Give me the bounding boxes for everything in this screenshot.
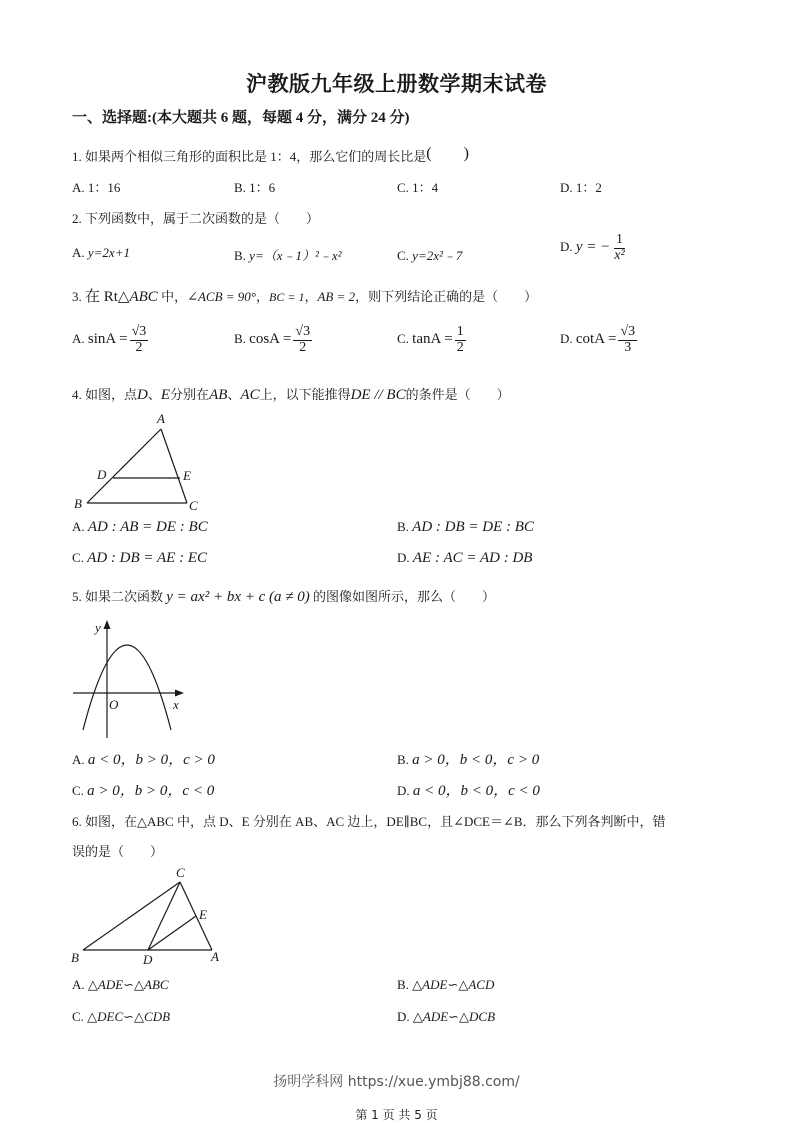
- q2-option-c: C. y=2x²﹣7: [397, 248, 463, 263]
- q1-option-b: B. 1：6: [234, 180, 276, 195]
- q1-option-c: C. 1：4: [397, 180, 439, 195]
- svg-text:B: B: [74, 496, 82, 511]
- q4-option-c: C. AD : DB = AE : EC: [72, 550, 207, 566]
- q3-option-a: A. sinA = $\frac{√3}{2}$: [72, 324, 147, 355]
- svg-text:x: x: [173, 697, 179, 712]
- svg-text:O: O: [109, 697, 119, 712]
- q3-option-c: C. tanA = $\frac{1}{2}$: [397, 324, 464, 355]
- q6-option-a: A. △ADE∽△ABC: [72, 977, 169, 992]
- q2-option-b: B. y=（x﹣1）²﹣x²: [234, 248, 342, 263]
- svg-text:E: E: [183, 468, 191, 483]
- q3-option-b: B. cosA = $\frac{√3}{2}$: [234, 324, 311, 355]
- question-2: [72, 208, 319, 227]
- fraction: $\frac{1}{\text{x²}}$: [614, 232, 625, 263]
- parabola-graph-q5: [65, 612, 195, 742]
- question-number: 1.: [72, 149, 82, 164]
- section-heading: 一、选择题:(本大题共 6 题，每题 4 分，满分 24 分): [72, 110, 410, 126]
- q4-option-a: A. AD : AB = DE : BC: [72, 519, 208, 535]
- page-number: 第 1 页 共 5 页: [355, 1108, 438, 1122]
- question-number: 2.: [72, 211, 82, 226]
- question-stem: 下列函数中，属于二次函数的是（ ）: [85, 211, 320, 226]
- question-number: 6.: [72, 814, 82, 829]
- q1-option-a: A. 1：16: [72, 180, 121, 195]
- q5-option-c: C. a > 0，b > 0，c < 0: [72, 783, 215, 799]
- question-number: 3.: [72, 289, 82, 304]
- q6-option-d: D. △ADE∽△DCB: [397, 1009, 496, 1024]
- q2-option-d: D. y = − $\frac{1}{\text{x²}}$: [560, 232, 625, 263]
- triangle-figure-q6: [65, 860, 230, 965]
- svg-text:B: B: [71, 950, 79, 965]
- q5-option-d: D. a < 0，b < 0，c < 0: [397, 783, 540, 799]
- q5-option-b: B. a > 0，b < 0，c > 0: [397, 752, 540, 768]
- q3-option-d: D. cotA = $\frac{√3}{3}$: [560, 324, 636, 355]
- svg-text:A: A: [211, 949, 219, 964]
- answer-blank: ( ): [426, 145, 469, 162]
- question-4: 4. 如图，点D、E分别在AB、AC上，以下能推得DE // BC的条件是（ ）: [72, 387, 510, 403]
- footer-site-link[interactable]: 扬明学科网 https://xue.ymbj88.com/: [273, 1074, 520, 1090]
- svg-text:A: A: [157, 411, 165, 426]
- triangle-figure-q4: [65, 405, 215, 515]
- question-stem: 如果两个相似三角形的面积比是 1：4，那么它们的周长比是: [85, 149, 427, 164]
- q4-option-b: B. AD : DB = DE : BC: [397, 519, 534, 535]
- page-title: 沪教版九年级上册数学期末试卷: [246, 72, 547, 96]
- question-number: 4.: [72, 387, 82, 402]
- q2-option-a: A. y=2x+1: [72, 245, 130, 260]
- question-5: 5. 如果二次函数 y = ax² + bx + c (a ≠ 0) 的图像如图所示，那么（ ）: [72, 589, 495, 605]
- question-6: 6. 如图，在△ABC 中，点 D、E 分别在 AB、AC 边上，DE∥BC，且∠DCE＝∠B．那么下列各判断中，错: [72, 814, 666, 829]
- question-6-line2: 误的是（ ）: [72, 844, 164, 859]
- q6-option-c: C. △DEC∽△CDB: [72, 1009, 171, 1024]
- svg-text:D: D: [143, 952, 153, 965]
- q1-option-d: D. 1：2: [560, 180, 602, 195]
- q4-option-d: D. AE : AC = AD : DB: [397, 550, 533, 566]
- question-3: 3. 在 Rt△ABC 中，∠ACB = 90°，BC = 1，AB = 2，则下列结论正确的是（ ）: [72, 289, 538, 305]
- question-1: [72, 143, 469, 166]
- question-number: 5.: [72, 589, 82, 604]
- svg-text:E: E: [199, 907, 207, 922]
- svg-text:y: y: [95, 620, 101, 635]
- svg-text:C: C: [176, 865, 185, 880]
- q5-option-a: A. a < 0，b > 0，c > 0: [72, 752, 215, 768]
- svg-text:C: C: [189, 498, 198, 513]
- q6-option-b: B. △ADE∽△ACD: [397, 977, 495, 992]
- svg-text:D: D: [97, 467, 107, 482]
